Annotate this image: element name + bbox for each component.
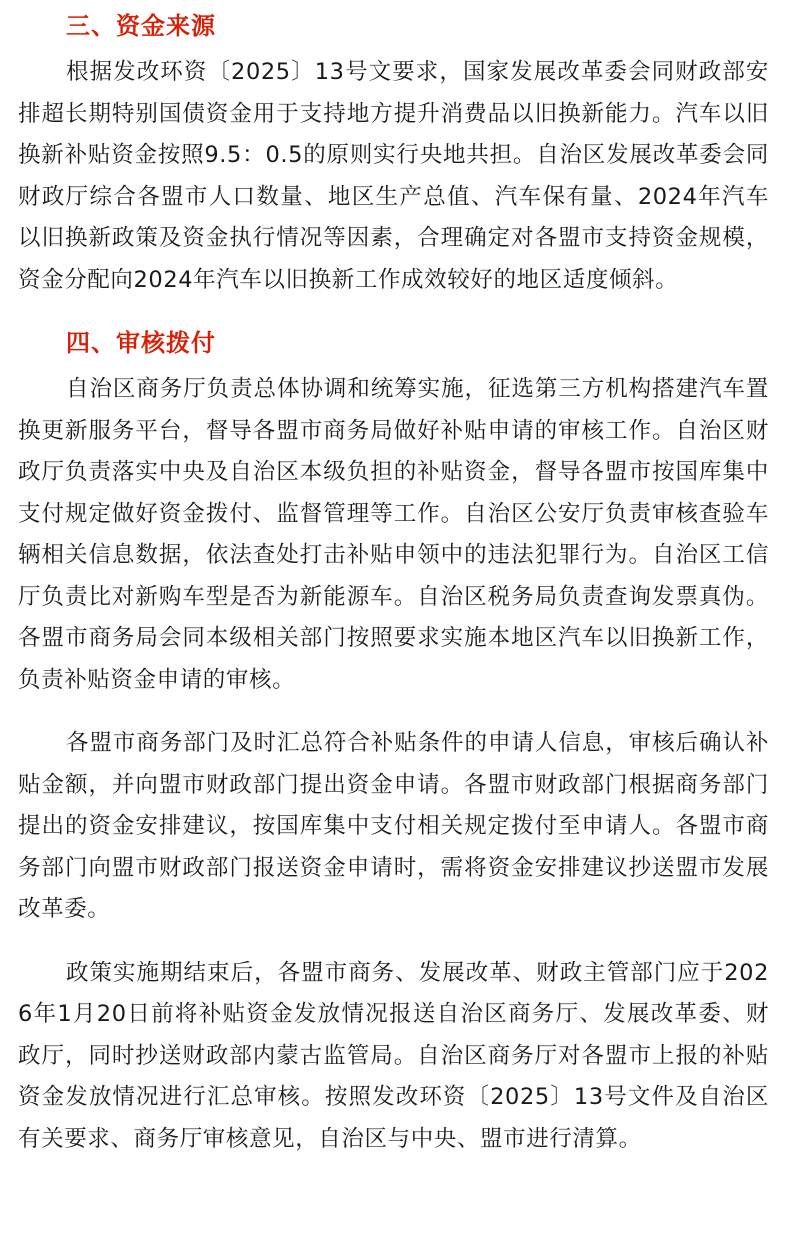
paragraph-funding-source: 根据发改环资〔2025〕13号文要求，国家发展改革委会同财政部安排超长期特别国债资金用于支持地方提升消费品以旧换新能力。汽车以旧换新补贴资金按照9.5：0.5的原则实行央地共担。自治区发展改革委会同财政厅综合各盟市人口数量、地区生产总值、汽车保有量、2024年汽车以旧换新政策及资金执行情况等因素，合理确定对各盟市支持资金规模，资金分配向2024年汽车以旧换新工作成效较好的地区适度倾斜。 xyxy=(18,59,769,293)
paragraph-responsibilities: 自治区商务厅负责总体协调和统筹实施，征选第三方机构搭建汽车置换更新服务平台，督导各盟市商务局做好补贴申请的审核工作。自治区财政厅负责落实中央及自治区本级负担的补贴资金，督导各盟市按国库集中支付规定做好资金拨付、监督管理等工作。自治区公安厅负责审核查验车辆相关信息数据，依法查处打击补贴申领中的违法犯罪行为。自治区工信厅负责比对新购车型是否为新能源车。自治区税务局负责查询发票真伪。各盟市商务局会同本级相关部门按照要求实施本地区汽车以旧换新工作，负责补贴资金申请的审核。 xyxy=(18,376,769,693)
paragraph-subsidy-application: 各盟市商务部门及时汇总符合补贴条件的申请人信息，审核后确认补贴金额，并向盟市财政部门提出资金申请。各盟市财政部门根据商务部门提出的资金安排建议，按国库集中支付相关规定拨付至申请人。各盟市商务部门向盟市财政部门报送资金申请时，需将资金安排建议抄送盟市发展改革委。 xyxy=(18,730,769,922)
section-heading-funding-source: 三、资金来源 xyxy=(66,12,216,40)
section-heading-review-disbursement: 四、审核拨付 xyxy=(66,329,216,357)
paragraph-settlement: 政策实施期结束后，各盟市商务、发展改革、财政主管部门应于2026年1月20日前将补贴资金发放情况报送自治区商务厅、发展改革委、财政厅，同时抄送财政部内蒙古监管局。自治区商务厅对各盟市上报的补贴资金发放情况进行汇总审核。按照发改环资〔2025〕13号文件及自治区有关要求、商务厅审核意见，自治区与中央、盟市进行清算。 xyxy=(18,959,769,1152)
